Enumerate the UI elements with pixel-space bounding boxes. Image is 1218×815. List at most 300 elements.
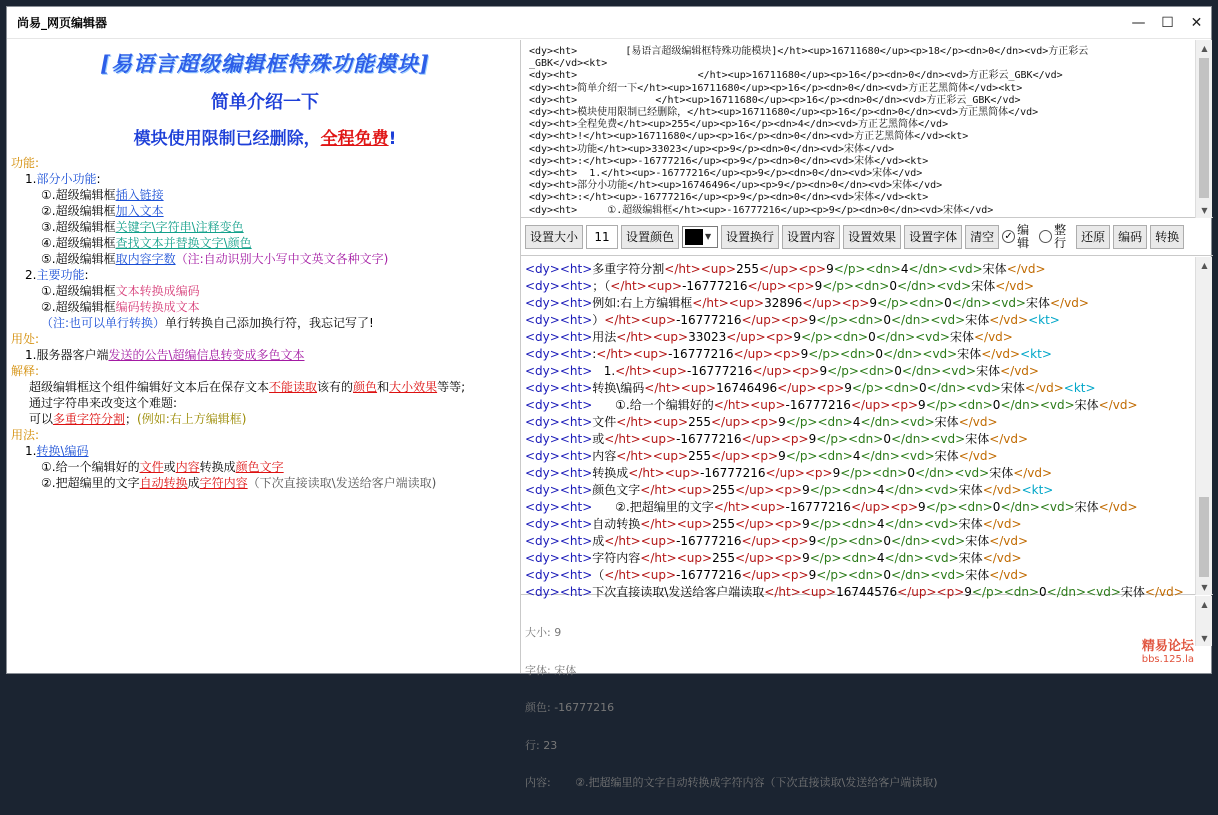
- edit-radio[interactable]: [1002, 224, 1036, 250]
- feature-item: [11, 251, 519, 267]
- code-tag: </up><p>: [758, 262, 827, 276]
- code-line: [525, 533, 1195, 550]
- window-title: 尚易_网页编辑器: [17, 16, 108, 30]
- code-color-value: 32896: [764, 296, 803, 310]
- radio-unchecked-icon: [1039, 230, 1052, 243]
- code-tag: </ht><up>: [616, 415, 689, 429]
- explain-line-1: [11, 379, 519, 395]
- feature-item-prefix: ⑤.超级编辑框: [41, 252, 116, 266]
- raw-code-line: <dy><ht>!</ht><up>16711680</up><p>16</p><dn>0</dn><vd>方正艺黑简体</vd><kt>: [529, 131, 969, 143]
- editor-pane: [520, 40, 1212, 789]
- code-tag: </dn><vd>: [890, 313, 966, 327]
- code-tag: </dn><vd>: [890, 432, 966, 446]
- code-text: 例如:右上方编辑框: [592, 296, 693, 310]
- size-input[interactable]: 11: [586, 225, 618, 249]
- explain-text: 该有的: [317, 380, 354, 394]
- code-size-value: 9: [826, 262, 834, 276]
- code-tag: </p><dn>: [809, 551, 877, 565]
- explain-text: 可以: [29, 412, 54, 426]
- code-font-value: 宋体: [958, 517, 983, 531]
- code-tag: <dy><ht>: [525, 466, 593, 480]
- code-tag: </p><dn>: [840, 466, 908, 480]
- set-size-button[interactable]: 设置大小: [525, 225, 583, 249]
- code-tag: </vd>: [989, 313, 1029, 327]
- raw-code-line: <dy><ht>功能</ht><up>33023</up><p>9</p><dn>0</dn><vd>宋体</vd>: [529, 143, 895, 155]
- code-tag: </vd>: [958, 415, 998, 429]
- feature-item: [11, 219, 519, 235]
- code-text: 自动转换: [592, 517, 641, 531]
- feature-item-link[interactable]: 查找文本并替换文字\颜色: [115, 236, 252, 250]
- code-color-value: -16777216: [682, 279, 748, 293]
- code-tag: </dn><vd>: [1000, 398, 1075, 412]
- code-line: [525, 499, 1195, 516]
- code-tag: </p><dn>: [785, 415, 853, 429]
- code-text: ①.给一个编辑好的: [592, 398, 714, 412]
- title-bar: [7, 7, 1211, 39]
- info-panel: [521, 596, 1213, 789]
- code-tag: </vd>: [989, 568, 1029, 582]
- code-tag: </vd>: [981, 347, 1021, 361]
- code-tag: </ht><up>: [604, 432, 677, 446]
- explain-highlight: 大小效果: [389, 380, 438, 394]
- code-text: 用法: [592, 330, 617, 344]
- code-font-value: 宋体: [1000, 381, 1025, 395]
- code-effect-value: 0: [883, 568, 891, 582]
- feature-colon: :: [84, 268, 89, 282]
- scroll-down-arrow-icon[interactable]: ▼: [1201, 582, 1208, 592]
- code-tag: </ht><up>: [713, 500, 786, 514]
- code-tag: </up><p>: [741, 432, 809, 446]
- code-tag: </ht><up>: [640, 551, 713, 565]
- code-tag: <dy><ht>: [525, 551, 593, 565]
- code-effect-value: 4: [876, 517, 885, 531]
- code-effect-value: 4: [876, 483, 885, 497]
- forum-watermark: [1142, 635, 1194, 665]
- code-effect-value: 0: [868, 330, 876, 344]
- feature-group-1: [11, 171, 519, 187]
- usage-highlight: 内容: [175, 460, 200, 474]
- code-effect-value: 4: [852, 415, 861, 429]
- whole-line-radio[interactable]: [1039, 224, 1073, 250]
- code-effect-value: 0: [894, 364, 902, 378]
- code-size-value: 9: [800, 347, 809, 361]
- code-tag: </dn><vd>: [926, 381, 1001, 395]
- code-tag: </dn><vd>: [1000, 500, 1075, 514]
- code-color-value: -16777216: [785, 398, 851, 412]
- code-tag: <dy><ht>: [525, 415, 593, 429]
- raw-code-line: <dy><ht>:</ht><up>-16777216</up><p>9</p><dn>0</dn><vd>宋体</vd><kt>: [529, 155, 929, 167]
- code-size-value: 9: [802, 551, 810, 565]
- scroll-up-arrow-icon[interactable]: ▲: [1201, 260, 1208, 270]
- code-tag: </p><dn>: [851, 381, 920, 395]
- code-tag: <dy><ht>: [525, 483, 593, 497]
- code-text: 多重字符分割: [592, 262, 665, 276]
- notice-heading: [11, 124, 519, 149]
- set-wrap-button[interactable]: 设置换行: [721, 225, 779, 249]
- feature-item: [11, 187, 519, 203]
- code-tag: </vd>: [989, 534, 1029, 548]
- code-tag: </up><p>: [710, 449, 779, 463]
- code-size-value: 9: [814, 279, 823, 293]
- raw-code-line: <dy><ht> ①.超级编辑框</ht><up>-16777216</up><p>9</p><dn>0</dn><vd>宋体</vd>: [529, 204, 994, 216]
- feature-colon: :: [96, 172, 101, 186]
- main-window: [6, 6, 1212, 789]
- features-heading: 功能:: [11, 156, 40, 170]
- code-size-value: 9: [808, 568, 817, 582]
- scroll-up-arrow-icon[interactable]: ▲: [1201, 599, 1208, 609]
- feature-item-prefix: ①.超级编辑框: [41, 284, 116, 298]
- code-scrollbar[interactable]: [1195, 257, 1212, 595]
- usage-highlight: 颜色文字: [235, 460, 284, 474]
- feature-item-link[interactable]: 关键字\字符串\注释变色: [115, 220, 244, 234]
- feature-item-prefix: ①.超级编辑框: [41, 188, 116, 202]
- code-tag: </up><p>: [734, 517, 803, 531]
- feature-label: 主要功能: [36, 268, 85, 282]
- code-scroll-thumb[interactable]: [1199, 497, 1209, 577]
- usage-highlight: 自动转换: [139, 476, 188, 490]
- code-tag: <dy><ht>: [525, 585, 593, 599]
- code-size-value: 9: [918, 398, 926, 412]
- scroll-down-arrow-icon[interactable]: ▼: [1201, 633, 1208, 643]
- usage-link[interactable]: 转换\编码: [36, 444, 89, 458]
- code-size-value: 9: [793, 330, 801, 344]
- code-line: [525, 380, 1195, 397]
- code-line: [525, 295, 1195, 312]
- feature-item: [11, 235, 519, 251]
- code-tag: </vd>: [1000, 364, 1039, 378]
- code-color-value: 16744576: [836, 585, 898, 599]
- note-tag: （注:也可以单行转换）: [41, 316, 166, 330]
- code-tag: </up><p>: [752, 364, 820, 378]
- free-text: 全程免费: [320, 129, 389, 149]
- banner-title: [易语言超级编辑框特殊功能模块]: [100, 51, 430, 76]
- code-text: 下次直接读取\发送给客户端读取: [592, 585, 765, 599]
- code-font-value: 宋体: [965, 568, 990, 582]
- usage-num: 1.: [25, 444, 37, 458]
- set-effect-button[interactable]: 设置效果: [843, 225, 901, 249]
- feature-item: [11, 203, 519, 219]
- watermark-url: bbs.125.la: [1141, 654, 1194, 665]
- code-tag: </p><dn>: [827, 364, 895, 378]
- code-effect-value: 0: [1039, 585, 1047, 599]
- feature-group-2: [11, 267, 519, 283]
- code-tag: <dy><ht>: [525, 296, 593, 310]
- code-tag: </dn><vd>: [901, 364, 977, 378]
- code-tag: <dy><ht>: [525, 534, 593, 548]
- code-color-value: 255: [688, 449, 711, 463]
- code-color-value: -16777216: [700, 466, 766, 480]
- code-text: :: [592, 347, 597, 361]
- raw-code-line: <dy><ht> </ht><up>16711680</up><p>16</p><dn>0</dn><vd>方正彩云_GBK</vd>: [529, 94, 1021, 106]
- code-tag: </dn><vd>: [884, 517, 959, 531]
- code-size-value: 9: [832, 466, 841, 480]
- raw-code-line: <dy><ht> </ht><up>16711680</up><p>16</p><dn>0</dn><vd>方正彩云_GBK</vd>: [529, 70, 1063, 82]
- feature-list-1: [11, 187, 519, 267]
- code-tag: </up><p>: [710, 415, 779, 429]
- code-size-value: 9: [778, 449, 786, 463]
- code-font-value: 宋体: [1025, 296, 1050, 310]
- feature-item: [11, 299, 519, 315]
- code-color-value: 16746496: [716, 381, 778, 395]
- feature-label: 部分小功能: [36, 172, 97, 186]
- clear-button[interactable]: 清空: [965, 225, 999, 249]
- code-size-value: 9: [808, 432, 817, 446]
- restore-button[interactable]: 还原: [1076, 225, 1110, 249]
- feature-item-link[interactable]: 加入文本: [115, 204, 164, 218]
- code-effect-value: 0: [992, 500, 1001, 514]
- set-font-button[interactable]: 设置字体: [904, 225, 962, 249]
- code-tag: <dy><ht>: [525, 330, 593, 344]
- maximize-button[interactable]: ☐: [1161, 14, 1174, 31]
- explain-text: ；: [125, 412, 138, 426]
- code-size-value: 9: [808, 534, 817, 548]
- usage-text: 成: [187, 476, 200, 490]
- code-line: [525, 363, 1195, 380]
- code-tag: </dn><vd>: [1046, 585, 1121, 599]
- use-item: [11, 347, 519, 363]
- code-tag: </up><p>: [850, 500, 919, 514]
- code-tag: </dn><vd>: [914, 466, 990, 480]
- code-color-value: -16777216: [676, 568, 742, 582]
- code-color-value: 255: [688, 415, 711, 429]
- code-tag: </vd>: [1050, 296, 1089, 310]
- code-tag: </up><p>: [733, 347, 801, 361]
- code-tag: </up><p>: [777, 381, 845, 395]
- raw-code-line: _GBK</vd><kt>: [529, 58, 608, 70]
- usage-text: ①.给一个编辑好的: [41, 460, 140, 474]
- code-tag: </p><dn>: [833, 262, 901, 276]
- raw-scroll-thumb[interactable]: [1199, 58, 1209, 198]
- raw-code-line: <dy><ht>模块使用限制已经删除，</ht><up>16711680</up><p>16</p><dn>0</dn><vd>方正黑简体</vd>: [529, 107, 1039, 119]
- feature-item-prefix: ③.超级编辑框: [41, 220, 116, 234]
- scroll-down-arrow-icon[interactable]: ▼: [1201, 205, 1208, 215]
- code-tag: </p><dn>: [785, 449, 853, 463]
- code-size-value: 9: [802, 517, 810, 531]
- code-tag: </up><p>: [734, 483, 803, 497]
- note-text: 单行转换自己添加换行符，我忘记写了!: [165, 316, 374, 330]
- use-heading: 用处:: [11, 332, 40, 346]
- code-tag: </ht><up>: [713, 398, 786, 412]
- code-tag: </up><p>: [747, 279, 815, 293]
- explain-line-2: 通过字符串来改变这个难题:: [29, 396, 178, 410]
- code-line: [525, 465, 1195, 482]
- code-tag: </vd>: [1024, 381, 1064, 395]
- code-font-value: 宋体: [949, 330, 974, 344]
- code-effect-value: 0: [944, 296, 952, 310]
- usage-line-2: [11, 475, 519, 491]
- code-size-value: 9: [918, 500, 926, 514]
- code-tag: </up><p>: [734, 551, 803, 565]
- editor-toolbar: [521, 218, 1213, 256]
- usage-note: （下次直接读取\发送给客户端读取): [247, 476, 437, 490]
- code-tag: </dn><vd>: [883, 347, 958, 361]
- code-text: ）: [592, 313, 605, 327]
- feature-item-link[interactable]: 插入链接: [115, 188, 164, 202]
- code-line: [525, 397, 1195, 414]
- code-tag: <dy><ht>: [525, 500, 593, 514]
- code-tag: </ht><up>: [604, 313, 677, 327]
- code-font-value: 宋体: [976, 364, 1001, 378]
- code-font-value: 宋体: [958, 551, 983, 565]
- info-font: 字体: 宋体: [525, 663, 577, 677]
- code-color-value: 33023: [688, 330, 727, 344]
- code-tag: </p><dn>: [809, 517, 877, 531]
- code-text: （: [592, 568, 605, 582]
- usage-highlight: 文件: [139, 460, 164, 474]
- explain-highlight: 颜色: [353, 380, 378, 394]
- code-font-value: 宋体: [1074, 398, 1099, 412]
- code-tag: </ht><up>: [604, 568, 677, 582]
- minimize-button[interactable]: —: [1131, 14, 1146, 31]
- code-line: [525, 278, 1195, 295]
- code-effect-value: 0: [883, 432, 891, 446]
- feature-item-prefix: ②.超级编辑框: [41, 204, 116, 218]
- code-tag: </up><p>: [741, 534, 809, 548]
- intro-heading: 简单介绍一下: [211, 92, 319, 113]
- watermark-title: 精易论坛: [1141, 639, 1194, 654]
- preview-pane[interactable]: [7, 40, 519, 673]
- code-tag: </ht><up>: [640, 517, 713, 531]
- code-size-value: 9: [869, 296, 878, 310]
- feature-item-link[interactable]: 文本转换成编码: [115, 284, 200, 298]
- code-font-value: 宋体: [957, 347, 982, 361]
- code-tag: </p><dn>: [816, 568, 884, 582]
- explain-highlight: 多重字符分割: [53, 412, 126, 426]
- info-scrollbar[interactable]: [1195, 596, 1212, 646]
- code-effect-value: 0: [883, 534, 891, 548]
- code-font-value: 宋体: [971, 279, 996, 293]
- code-color-value: -16777216: [668, 347, 734, 361]
- encoded-code-editor[interactable]: [521, 257, 1213, 599]
- code-tag: </vd>: [982, 517, 1022, 531]
- code-tag: <kt>: [1020, 347, 1052, 361]
- code-tag: </p><dn>: [822, 279, 890, 293]
- code-font-value: 宋体: [982, 262, 1007, 276]
- code-text: 1.: [592, 364, 616, 378]
- code-tag: </dn><vd>: [896, 279, 972, 293]
- usage-highlight: 字符内容: [199, 476, 248, 490]
- radio-label: 编辑: [1017, 222, 1030, 250]
- code-tag: </dn><vd>: [884, 551, 959, 565]
- usage-text: 或: [163, 460, 176, 474]
- info-row: 行: 23: [525, 738, 558, 752]
- code-color-value: -16777216: [676, 313, 742, 327]
- code-effect-value: 0: [889, 279, 897, 293]
- convert-button[interactable]: 转换: [1150, 225, 1184, 249]
- code-size-value: 9: [808, 313, 817, 327]
- code-color-value: 255: [736, 262, 759, 276]
- feature-item-prefix: ④.超级编辑框: [41, 236, 116, 250]
- code-tag: </dn><vd>: [890, 568, 966, 582]
- code-size-value: 9: [802, 483, 810, 497]
- code-tag: </ht><up>: [596, 347, 669, 361]
- code-font-value: 宋体: [1074, 500, 1099, 514]
- raw-scrollbar[interactable]: [1195, 40, 1212, 218]
- explain-text: 和: [377, 380, 390, 394]
- code-tag: <dy><ht>: [525, 432, 593, 446]
- set-content-button[interactable]: 设置内容: [782, 225, 840, 249]
- code-text: 转换成: [592, 466, 629, 480]
- code-font-value: 宋体: [965, 432, 990, 446]
- code-tag: </up><p>: [741, 313, 809, 327]
- code-tag: </dn><vd>: [908, 262, 983, 276]
- code-tag: </dn><vd>: [860, 449, 935, 463]
- code-tag: <kt>: [1021, 483, 1054, 497]
- color-swatch: [685, 229, 703, 245]
- code-tag: </vd>: [958, 449, 998, 463]
- code-tag: </p><dn>: [971, 585, 1040, 599]
- code-line: [525, 448, 1195, 465]
- code-line: [525, 312, 1195, 329]
- code-line: [525, 329, 1195, 346]
- feature-item-note: （注:自动识别大小写中文英文各种文字): [175, 252, 389, 266]
- set-color-button[interactable]: 设置颜色: [621, 225, 679, 249]
- code-tag: </vd>: [995, 279, 1035, 293]
- code-tag: </p><dn>: [925, 398, 993, 412]
- code-tag: </p><dn>: [816, 534, 884, 548]
- use-item-link[interactable]: 发送的公告\超编信息转变成多色文本: [108, 348, 305, 362]
- explain-line-3: [11, 411, 519, 427]
- code-text: 文件: [592, 415, 617, 429]
- explain-text: 等等;: [437, 380, 466, 394]
- close-button[interactable]: ✕: [1190, 14, 1203, 31]
- scroll-up-arrow-icon[interactable]: ▲: [1201, 43, 1208, 53]
- feature-item-link[interactable]: 取内容字数: [115, 252, 176, 266]
- code-font-value: 宋体: [934, 415, 959, 429]
- code-effect-value: 0: [883, 313, 891, 327]
- doc-body: [11, 155, 519, 491]
- feature-item-link[interactable]: 编码转换成文本: [115, 300, 200, 314]
- code-tag: </up><p>: [726, 330, 794, 344]
- explain-heading: 解释:: [11, 364, 40, 378]
- code-color-value: -16777216: [686, 364, 753, 378]
- code-tag: </p><dn>: [816, 432, 884, 446]
- code-effect-value: 4: [900, 262, 909, 276]
- code-tag: </ht><up>: [604, 534, 677, 548]
- code-effect-value: 0: [919, 381, 927, 395]
- code-tag: </ht><up>: [640, 483, 713, 497]
- feature-item: [11, 283, 519, 299]
- info-content: 内容: ②.把超编里的文字自动转换成字符内容（下次直接读取\发送给客户端读取): [525, 776, 938, 789]
- code-tag: </up><p>: [897, 585, 965, 599]
- code-line: [525, 567, 1195, 584]
- encode-button[interactable]: 编码: [1113, 225, 1147, 249]
- code-size-value: 9: [844, 381, 852, 395]
- code-tag: </dn><vd>: [875, 330, 950, 344]
- code-tag: <kt>: [1028, 313, 1060, 327]
- code-text: 字符内容: [592, 551, 641, 565]
- code-tag: </p><dn>: [809, 483, 877, 497]
- code-tag: </vd>: [1013, 466, 1053, 480]
- usage-item: [11, 443, 519, 459]
- raw-code-editor[interactable]: [521, 40, 1213, 218]
- raw-code-line: <dy><ht>部分小功能</ht><up>16746496</up><p>9</p><dn>0</dn><vd>宋体</vd>: [529, 180, 943, 192]
- code-line: [525, 414, 1195, 431]
- code-tag: </vd>: [1006, 262, 1046, 276]
- code-tag: <dy><ht>: [525, 449, 593, 463]
- color-picker[interactable]: [682, 226, 718, 248]
- code-size-value: 9: [964, 585, 972, 599]
- code-tag: </p><dn>: [925, 500, 993, 514]
- explain-text: 超级编辑框这个组件编辑好文本后在保存文本: [29, 380, 270, 394]
- explain-highlight: 不能读取: [269, 380, 318, 394]
- usage-text: 转换成: [199, 460, 236, 474]
- code-tag: </ht><up>: [644, 381, 717, 395]
- code-line: [525, 516, 1195, 533]
- info-size: 大小: 9: [525, 626, 562, 639]
- code-font-value: 宋体: [965, 313, 990, 327]
- code-tag: <dy><ht>: [525, 398, 593, 412]
